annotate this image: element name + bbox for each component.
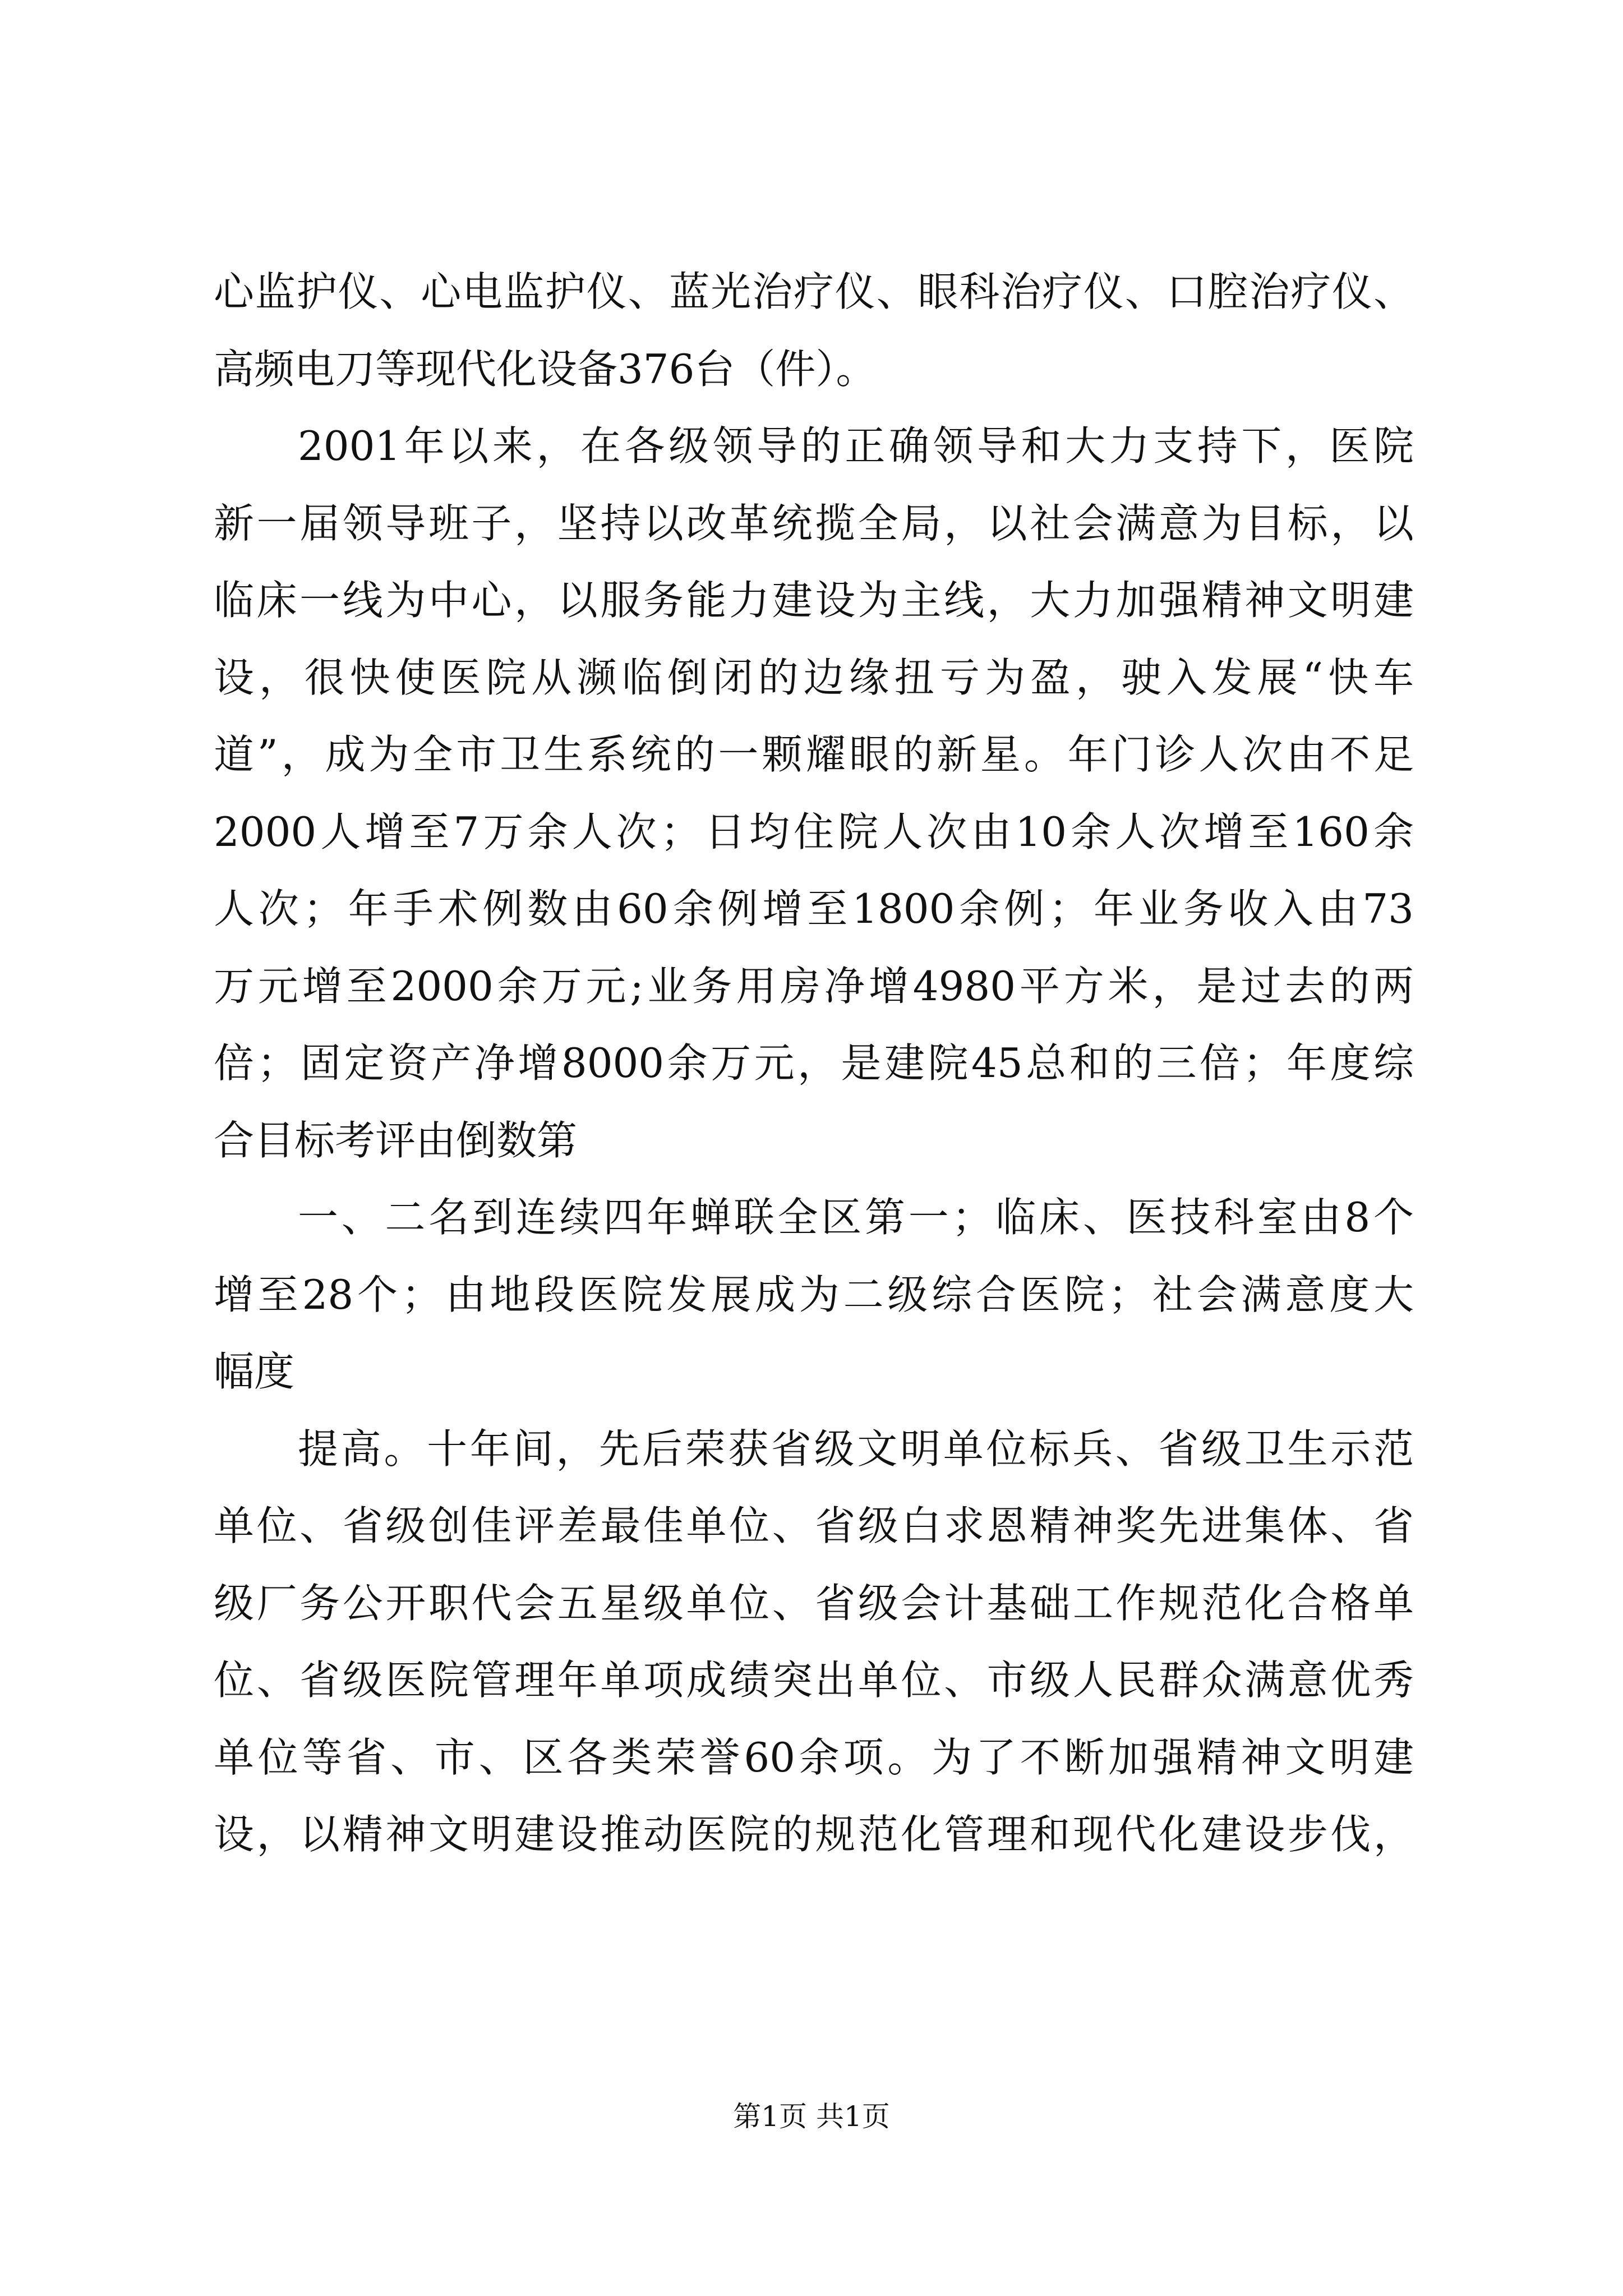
- paragraph-start-line: 一、二名到连续四年蝉联全区第一；临床、医技科室由8个: [298, 1194, 1414, 1241]
- text-line-10: 万元增至2000余万元;业务用房净增4980平方米，是过去的两: [214, 962, 1414, 1010]
- text-line-7: 道”，成为全市卫生系统的一颗耀眼的新星。年门诊人次由不足: [214, 731, 1414, 778]
- text-line-12: 合目标考评由倒数第: [214, 1116, 578, 1164]
- document-body: [214, 254, 1414, 1874]
- paragraph-start-line: 2001年以来，在各级领导的正确领导和大力支持下，医院: [298, 422, 1414, 470]
- text-line-4: 新一届领导班子，坚持以改革统揽全局，以社会满意为目标，以: [214, 499, 1414, 547]
- page-footer: [0, 2097, 1623, 2136]
- text-line-8: 2000人增至7万余人次；日均住院人次由10余人次增至160余: [214, 808, 1414, 855]
- text-line-21: 设，以精神文明建设推动医院的规范化管理和现代化建设步伐，: [214, 1811, 1414, 1858]
- text-line-18: 级厂务公开职代会五星级单位、省级会计基础工作规范化合格单: [214, 1579, 1414, 1627]
- paragraph-start-line: 提高。十年间，先后荣获省级文明单位标兵、省级卫生示范: [298, 1425, 1414, 1473]
- text-line-5: 临床一线为中心，以服务能力建设为主线，大力加强精神文明建: [214, 577, 1414, 624]
- text-line-15: 幅度: [214, 1348, 295, 1395]
- text-line-14: 增至28个；由地段医院发展成为二级综合医院；社会满意度大: [214, 1271, 1414, 1318]
- page-number-label: 第1页 共1页: [733, 2100, 890, 2133]
- text-line-2: 高频电刀等现代化设备376台（件）。: [214, 345, 877, 393]
- text-line-17: 单位、省级创佳评差最佳单位、省级白求恩精神奖先进集体、省: [214, 1502, 1414, 1549]
- text-line-20: 单位等省、市、区各类荣誉60余项。为了不断加强精神文明建: [214, 1733, 1414, 1781]
- text-line-11: 倍；固定资产净增8000余万元，是建院45总和的三倍；年度综: [214, 1039, 1414, 1087]
- text-line-6: 设，很快使医院从濒临倒闭的边缘扭亏为盈，驶入发展“快车: [214, 654, 1414, 701]
- text-line-9: 人次；年手术例数由60余例增至1800余例；年业务收入由73: [214, 885, 1414, 932]
- text-line-1: 心监护仪、心电监护仪、蓝光治疗仪、眼科治疗仪、口腔治疗仪、: [214, 268, 1414, 315]
- text-line-19: 位、省级医院管理年单项成绩突出单位、市级人民群众满意优秀: [214, 1657, 1414, 1704]
